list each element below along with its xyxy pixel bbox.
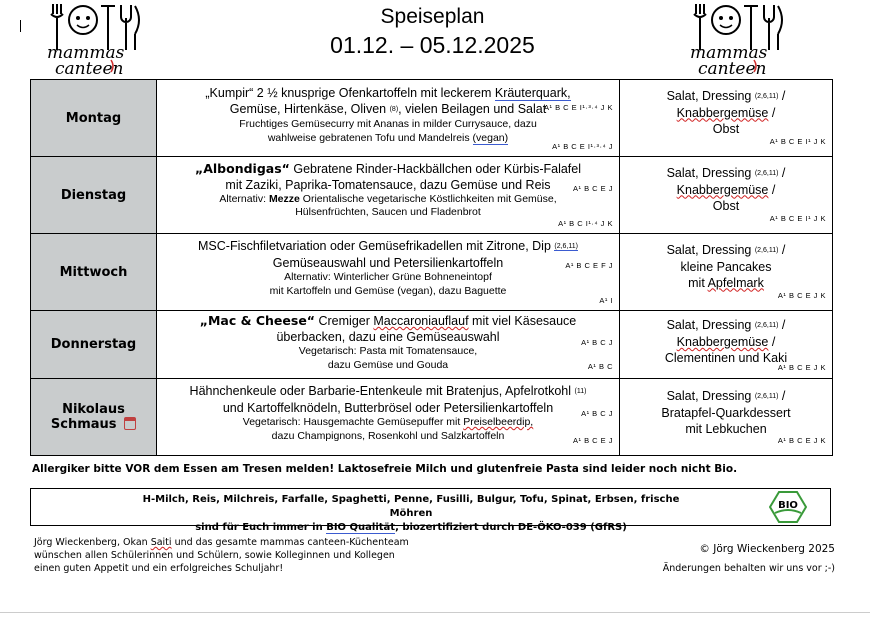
bio-info-box xyxy=(30,488,831,533)
dish-name: „Mac & Cheese“ xyxy=(199,313,316,328)
allergen-codes: A¹ B C E J K xyxy=(777,291,826,300)
alternative-dish: wahlweise gebratenen Tofu und Mandelreis xyxy=(267,131,473,144)
dish-name: „Albondigas“ xyxy=(194,160,290,176)
page-header xyxy=(300,4,565,60)
side-text: Obst xyxy=(712,198,740,213)
footer-text: und das gesamte mammas canteen-Küchenteam xyxy=(171,537,409,548)
date-range: 01.12. – 05.12.2025 xyxy=(330,32,535,58)
page-divider xyxy=(0,612,870,613)
alternative-dish: Vegetarisch: Pasta mit Tomatensauce, xyxy=(298,345,478,357)
additive-code: (2,6,11) xyxy=(754,92,779,100)
side-text: Knabbergemüse xyxy=(676,105,769,120)
allergen-codes: A¹ I xyxy=(599,296,613,305)
main-dish-cell xyxy=(157,311,620,379)
bio-products: H-Milch, Reis, Milchreis, Farfalle, Spaghetti, Penne, Fusilli, Bulgur, Tofu, Spinat, Erbsen, frische Möhren xyxy=(142,494,680,519)
side-text: / xyxy=(768,335,776,349)
dish-text: , vielen Beilagen und Salat xyxy=(398,102,547,116)
additive-code: (2,6,11) xyxy=(754,169,779,177)
alternative-dish: Alternativ: Winterlicher Grüne Bohneneintopf xyxy=(284,271,492,283)
day-cell: Donnerstag xyxy=(31,311,157,379)
allergen-codes: A¹ B C I¹·⁴ J K xyxy=(558,219,613,228)
side-dish-cell xyxy=(620,311,833,379)
side-dish-cell xyxy=(620,80,833,157)
dish-text: Cremiger xyxy=(315,314,374,328)
allergen-codes: A¹ B C E I¹·³·⁴ J K xyxy=(544,103,613,112)
mammas-canteen-logo-right xyxy=(688,2,798,76)
side-text: / xyxy=(778,318,786,332)
side-text: Salat, Dressing xyxy=(666,242,755,257)
additive-code: (2,6,11) xyxy=(754,322,779,329)
menu-row-montag xyxy=(31,80,833,157)
main-dish-cell xyxy=(157,80,620,157)
side-text: Obst xyxy=(712,121,740,136)
bio-text xyxy=(131,493,691,535)
additive-code: (2,6,11) xyxy=(754,246,779,254)
mammas-canteen-logo-left xyxy=(45,2,155,76)
side-text: / xyxy=(768,182,776,197)
side-text: kleine Pancakes xyxy=(680,259,772,274)
dish-name: „Kumpir“ xyxy=(205,86,254,100)
allergen-codes: A¹ B C E F J xyxy=(565,261,613,270)
dish-text: Gemüse, Hirtenkäse, Oliven xyxy=(229,102,390,116)
copyright: © Jörg Wieckenberg 2025 xyxy=(699,543,835,555)
allergen-codes: A¹ B C E J K xyxy=(777,436,826,445)
dish-text: überbacken, dazu eine Gemüseauswahl xyxy=(276,330,500,344)
dish-text: mit viel Käsesauce xyxy=(468,314,577,328)
side-text: / xyxy=(778,242,786,257)
menu-row-nikolaus-schmaus xyxy=(31,379,833,456)
alternative-dish-name: Mezze xyxy=(268,192,300,205)
dish-text: Maccaroniauflauf xyxy=(373,314,469,328)
footer-text: einen guten Appetit und ein erfolgreiches Schuljahr! xyxy=(34,563,284,574)
additive-code: (2,6,11) xyxy=(554,243,578,250)
alternative-dish: Fruchtiges Gemüsecurry mit Ananas in milder Currysauce, dazu xyxy=(239,118,537,130)
page-title: Speiseplan xyxy=(380,5,485,28)
dish-text: Gemüseauswahl und Petersilienkartoffeln xyxy=(272,256,504,270)
alternative-dish: mit Kartoffeln und Gemüse (vegan), dazu Baguette xyxy=(269,284,507,297)
allergen-codes: A¹ B C E I¹ J K xyxy=(769,137,826,146)
svg-text:mammas: mammas xyxy=(47,43,125,63)
svg-text:canteen: canteen xyxy=(55,59,124,76)
allergen-codes: A¹ B C E I¹·³·⁴ J xyxy=(552,142,613,151)
footer-text: wünschen allen Schülerinnen und Schülern, sowie Kolleginnen und Kollegen xyxy=(34,550,395,561)
day-cell: Montag xyxy=(31,80,157,157)
allergen-codes: A¹ B C xyxy=(587,362,613,371)
alternative-dish: Hülsenfrüchten, Saucen und Fladenbrot xyxy=(295,206,481,218)
side-text: / xyxy=(778,388,786,403)
footer-text: Saiti xyxy=(150,537,172,548)
alternative-dish: Orientalische vegetarische Köstlichkeiten mit Gemüse, xyxy=(299,192,557,205)
allergen-codes: A¹ B C E J K xyxy=(777,363,826,372)
dish-text: MSC-Fischfiletvariation oder Gemüsefrikadellen mit Zitrone, Dip xyxy=(198,239,555,253)
side-text: Apfelmark xyxy=(707,275,764,290)
dish-text: Hähnchenkeule oder Barbarie-Entenkeule mit Bratenjus, Apfelrotkohl xyxy=(189,384,575,398)
dish-text: 2 ½ knusprige Ofenkartoffeln mit leckerem xyxy=(253,86,495,100)
side-text: / xyxy=(768,105,776,120)
menu-table xyxy=(30,79,833,456)
bio-text-part: , biozertifiziert durch DE-ÖKO-039 (GfRS) xyxy=(395,522,627,533)
additive-code: (11) xyxy=(574,388,587,395)
side-dish-cell xyxy=(620,157,833,234)
side-text: mit xyxy=(688,275,708,290)
text-cursor xyxy=(20,20,21,32)
dish-text: mit Zaziki, Paprika-Tomatensauce, dazu Gemüse und Reis xyxy=(225,177,551,192)
side-text: / xyxy=(778,165,786,180)
day-cell: Dienstag xyxy=(31,157,157,234)
side-text: Salat, Dressing xyxy=(666,88,755,103)
main-dish-cell xyxy=(157,157,620,234)
alternative-dish: dazu Gemüse und Gouda xyxy=(327,358,449,371)
additive-code: (2,6,11) xyxy=(754,392,779,400)
bio-text-part: sind für Euch immer in xyxy=(195,522,327,533)
allergen-codes: A¹ B C E J xyxy=(572,184,613,193)
mammas-canteen-logo-icon xyxy=(45,2,155,76)
side-text: mit Lebkuchen xyxy=(685,421,767,436)
side-text: Knabbergemüse xyxy=(676,182,769,197)
footer-text: Jörg Wieckenberg, Okan xyxy=(34,537,151,548)
footer-greeting xyxy=(34,536,409,575)
allergen-codes: A¹ B C E J xyxy=(572,436,613,445)
side-dish-cell xyxy=(620,379,833,456)
bio-seal-icon xyxy=(769,491,807,528)
menu-row-dienstag xyxy=(31,157,833,234)
side-text: Salat, Dressing xyxy=(666,165,755,180)
day-cell xyxy=(31,379,157,456)
calendar-icon xyxy=(124,417,136,430)
allergen-codes: A¹ B C J xyxy=(581,409,613,418)
side-text: Clementinen und Kaki xyxy=(664,351,788,365)
side-dish-cell xyxy=(620,234,833,311)
menu-row-mittwoch xyxy=(31,234,833,311)
dish-text: und Kartoffelknödeln, Butterbrösel oder Petersilienkartoffeln xyxy=(222,401,554,415)
dish-link: Kräuterquark, xyxy=(494,86,571,100)
day-label: Nikolaus xyxy=(62,402,125,417)
allergen-codes: A¹ B C J xyxy=(581,338,613,347)
side-text: / xyxy=(778,88,786,103)
changes-note: Änderungen behalten wir uns vor ;-) xyxy=(662,563,835,574)
mammas-canteen-logo-icon xyxy=(688,2,798,76)
allergen-codes: A¹ B C E I¹ J K xyxy=(769,214,826,223)
footer-right xyxy=(640,540,835,578)
day-cell: Mittwoch xyxy=(31,234,157,311)
side-text: Salat, Dressing xyxy=(666,388,755,403)
svg-text:canteen: canteen xyxy=(698,59,767,76)
main-dish-cell xyxy=(157,234,620,311)
side-text: Salat, Dressing xyxy=(666,318,755,332)
alternative-label: Alternativ: xyxy=(219,192,269,205)
side-text: Bratapfel-Quarkdessert xyxy=(661,405,791,420)
side-text: Knabbergemüse xyxy=(676,335,769,349)
allergy-note: Allergiker bitte VOR dem Essen am Tresen melden! Laktosefreie Milch und glutenfreie Pasta sind leider noch nicht Bio. xyxy=(32,463,738,475)
alternative-dish: Preiselbeerdip, xyxy=(463,416,534,428)
alternative-dish: dazu Champignons, Rosenkohl und Salzkartoffeln xyxy=(271,429,505,442)
day-label: Schmaus xyxy=(50,417,117,432)
menu-row-donnerstag xyxy=(31,311,833,379)
main-dish-cell xyxy=(157,379,620,456)
svg-text:BIO: BIO xyxy=(778,500,798,511)
alternative-dish: Vegetarisch: Hausgemachte Gemüsepuffer mit xyxy=(242,416,464,428)
alternative-link: (vegan) xyxy=(472,131,509,144)
svg-text:mammas: mammas xyxy=(690,43,768,63)
bio-quality-link: BIO Qualität xyxy=(326,522,396,533)
additive-code: (8) xyxy=(389,106,399,113)
dish-text: Gebratene Rinder-Hackbällchen oder Kürbis-Falafel xyxy=(289,161,581,176)
